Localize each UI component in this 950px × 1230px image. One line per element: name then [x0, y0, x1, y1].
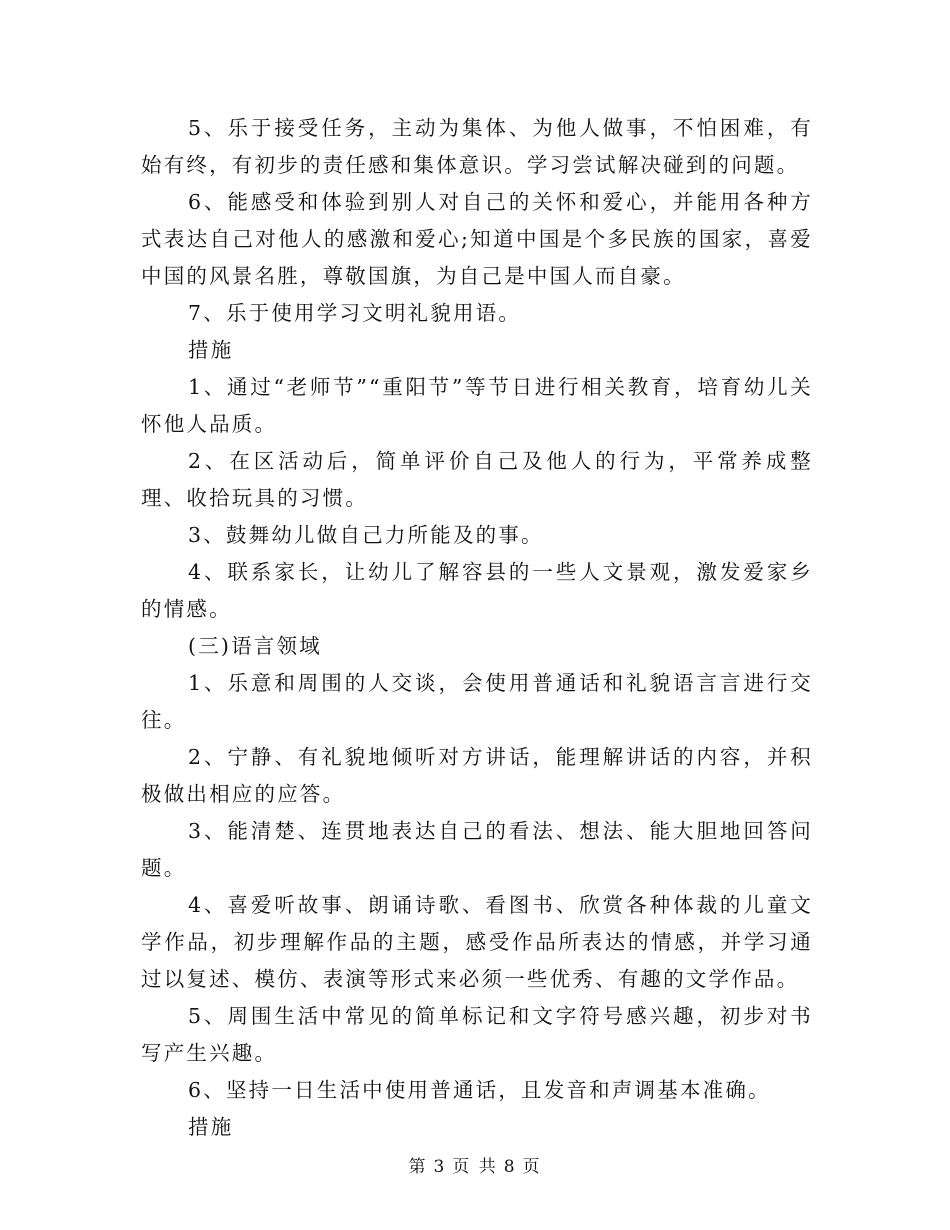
- footer-prefix: 第: [408, 1157, 428, 1177]
- footer-total-pages: 8: [503, 1157, 517, 1177]
- heading-language-domain: (三)语言领域: [188, 634, 322, 658]
- paragraph-goal-5: 5、乐于接受任务，主动为集体、为他人做事，不怕困难，有始有终，有初步的责任感和集体意识。学习尝试解决碰到的问题。: [141, 116, 813, 177]
- paragraph-language-2: 2、宁静、有礼貌地倾听对方讲话，能理解讲话的内容，并积极做出相应的应答。: [141, 745, 813, 806]
- paragraph-goal-6: 6、能感受和体验到别人对自己的关怀和爱心，并能用各种方式表达自己对他人的感激和爱心;知道中国是个多民族的国家，喜爱中国的风景名胜，尊敬国旗，为自己是中国人而自豪。: [141, 190, 813, 288]
- paragraph-language-3: 3、能清楚、连贯地表达自己的看法、想法、能大胆地回答问题。: [141, 819, 813, 880]
- paragraph-measure-3: 3、鼓舞幼儿做自己力所能及的事。: [188, 523, 544, 547]
- heading-measures: 措施: [188, 338, 234, 362]
- paragraph-language-5: 5、周围生活中常见的简单标记和文字符号感兴趣，初步对书写产生兴趣。: [141, 1004, 813, 1065]
- paragraph-language-1: 1、乐意和周围的人交谈，会使用普通话和礼貌语言言进行交往。: [141, 671, 813, 732]
- footer-page-number: 3: [433, 1157, 447, 1177]
- paragraph-language-4: 4、喜爱听故事、朗诵诗歌、看图书、欣赏各种体裁的儿童文学作品，初步理解作品的主题，感受作品所表达的情感，并学习通过以复述、模仿、表演等形式来必须一些优秀、有趣的文学作品。: [141, 893, 813, 991]
- paragraph-language-6: 6、坚持一日生活中使用普通话，且发音和声调基本准确。: [188, 1078, 771, 1102]
- document-body: [141, 110, 813, 1146]
- page-footer: [0, 1152, 950, 1177]
- heading-measures-2: 措施: [188, 1115, 234, 1139]
- paragraph-measure-4: 4、联系家长，让幼儿了解容县的一些人文景观，激发爱家乡的情感。: [141, 560, 813, 621]
- footer-suffix: 页: [522, 1157, 542, 1177]
- paragraph-goal-7: 7、乐于使用学习文明礼貌用语。: [188, 301, 522, 325]
- paragraph-measure-2: 2、在区活动后，简单评价自己及他人的行为，平常养成整理、收拾玩具的习惯。: [141, 449, 813, 510]
- paragraph-measure-1: 1、通过“老师节”“重阳节”等节日进行相关教育，培育幼儿关怀他人品质。: [141, 375, 813, 436]
- footer-mid: 页 共: [452, 1157, 498, 1177]
